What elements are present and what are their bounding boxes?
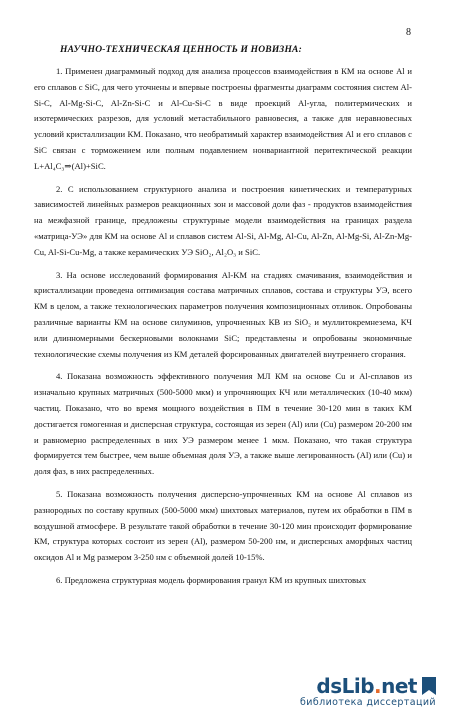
section-heading: НАУЧНО-ТЕХНИЧЕСКАЯ ЦЕННОСТЬ И НОВИЗНА:	[60, 45, 302, 55]
paragraph-2: 2. С использованием структурного анализа и построения кинетических и температурных зависимостей линейных размеров реакционных зон и массовой доли фаз - продуктов взаимодействия на межфазной границе, предложены структурные модели взаимодействия на границах раздела «матрица-УЭ» для КМ на основе Al и сплавов систем Al-Si, Al-Mg, Al-Cu, Al-Zn, Al-Mg-Si, Al-Zn-Mg-Cu, Al-Si-Cu-Mg, а также керамических УЭ SiO₂, Al₂O₃ и SiC.	[34, 183, 412, 257]
logo-dot: .	[374, 674, 382, 698]
paragraph-3: 3. На основе исследований формирования Al-KM на стадиях смачивания, взаимодействия и кристаллизации проведена оптимизация состава матричных сплавов, состава и структуры УЭ, всего КМ в целом, а также технологических параметров получения композиционных отливок. Опробованы различные варианты КМ на основе силуминов, упрочненных КВ из SiO₂ и муллитокремнезема, КЧ или длинномерными бескерновыми волокнами SiC; представлены и опробованы экономичные технологические схемы получения из КМ деталей форсированных двигателей внутреннего сгорания.	[34, 269, 412, 359]
logo-main: dsLib	[316, 674, 375, 698]
page-number: 8	[406, 27, 411, 38]
paragraph-4: 4. Показана возможность эффективного получения МЛ КМ на основе Cu и Al-сплавов из изначально крупных матричных (500-5000 мкм) и упрочняющих КЧ или металлических (10-40 мкм) частиц. Показано, что во время мощного воздействия в ПМ в течение 30-120 мин в таких КМ достигается гомогенная и дисперсная структура, состоящая из зерен (Al) или (Cu) размером 20-200 нм и равномерно распределенных в них УЭ размером менее 1 мкм. Показано, что такая структура формируется тем быстрее, чем выше объемная доля УЭ, а также выше легированность (Al) или (Cu) и доля фаз, в них распределенных.	[34, 371, 412, 477]
watermark-subtitle: библиотека диссертаций	[300, 697, 436, 708]
paragraph-6: 6. Предложена структурная модель формирования гранул КМ из крупных шихтовых	[56, 574, 367, 585]
dslib-watermark[interactable]	[300, 676, 436, 708]
dslib-logo	[316, 676, 417, 696]
bookmark-icon	[422, 677, 436, 695]
body-text	[34, 64, 412, 589]
paragraph-5: 5. Показана возможность получения дисперсно-упрочненных КМ на основе Al сплавов из разнородных по составу крупных (500-5000 мкм) шихтовых материалов, путем их обработки в ПМ в воздушной атмосфере. В результате такой обработки в течение 30-120 мин происходит формирование КМ, структура которых состоит из зерен (Al), размером 50-200 нм, и дисперсных аморфных частиц оксидов Al и Mg размером 3-250 нм с объемной долей 10-15%.	[34, 488, 412, 563]
logo-tld: net	[381, 674, 417, 698]
paragraph-1: 1. Применен диаграммный подход для анализа процессов взаимодействия в КМ на основе Al и его сплавов с SiC, для чего уточнены и впервые построены фрагменты диаграмм состояния систем Al-Si-C, Al-Mg-Si-C, Al-Zn-Si-C и Al-Cu-Si-C в виде проекций Al-угла, политермических и изотермических разрезов, для условий метастабильного равновесия, а также для неравновесных условий кристаллизации КМ. Показано, что необратимый характер взаимодействия Al и его сплавов с SiC связан с торможением или полным подавлением нонвариантной перитектической реакции L+Al₄C₃⇒(Al)+SiC.	[34, 66, 412, 171]
